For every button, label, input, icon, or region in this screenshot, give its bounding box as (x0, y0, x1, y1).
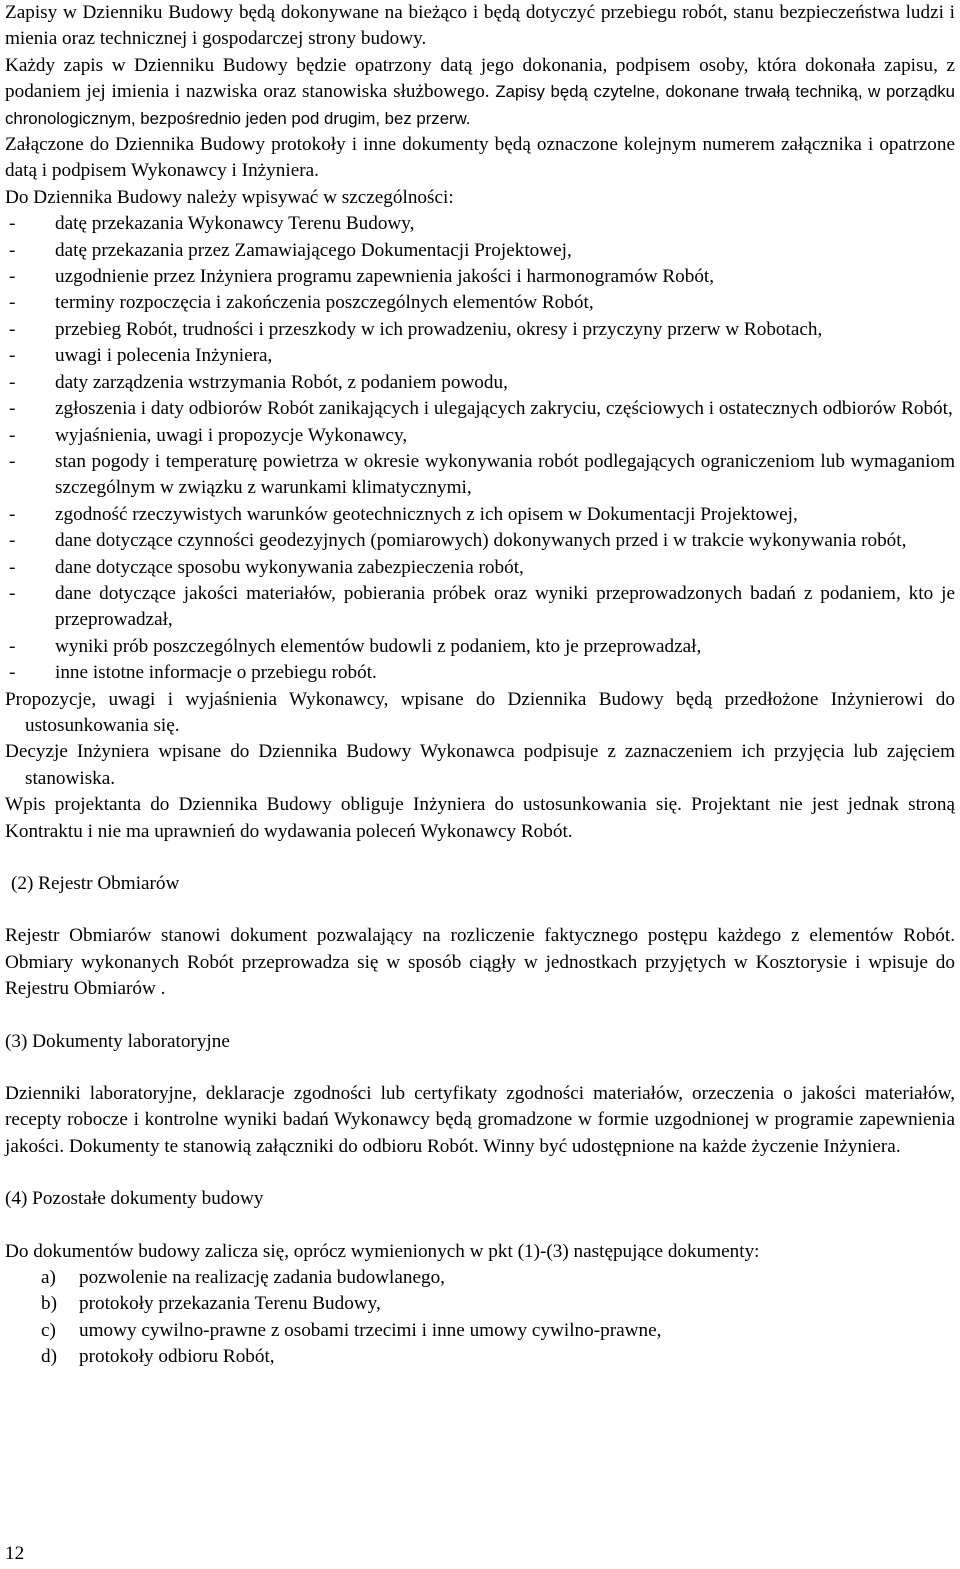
list-item-text: stan pogody i temperaturę powietrza w okresie wykonywania robót podlegających ograniczeniom lub wymaganiom szczególnym w związku z warunkami klimatycznymi, (55, 450, 955, 499)
list-item (5, 238, 955, 264)
list-item-text: pozwolenie na realizację zadania budowlanego, (79, 1267, 445, 1289)
list-item (5, 660, 955, 686)
list-item (5, 449, 955, 502)
other-documents-list (5, 1265, 955, 1371)
list-item (5, 317, 955, 343)
list-dash: - (9, 371, 16, 393)
list-dash: - (9, 318, 16, 340)
list-item-text: daty zarządzenia wstrzymania Robót, z podaniem powodu, (55, 371, 508, 393)
section-body-dokumenty-laboratoryjne: Dzienniki laboratoryjne, deklaracje zgodności lub certyfikaty zgodności materiałów, orzeczenia o jakości materiałów, recepty robocze i kontrolne wyniki badań Wykonawcy będą gromadzone w formie uzgodnionej w programie zapewnienia jakości. Dokumenty te stanowią załączniki do odbioru Robót. Winny być udostępnione na każde życzenie Inżyniera. (5, 1083, 955, 1157)
section-heading-dokumenty-laboratoryjne: (3) Dokumenty laboratoryjne (5, 1030, 230, 1052)
list-dash: - (9, 662, 16, 684)
list-item (5, 1318, 955, 1344)
list-item (5, 396, 955, 422)
intro-paragraph-2-serif: Każdy zapis w Dzienniku Budowy będzie opatrzony datą jego dokonania, podpisem osoby, która dokonała zapisu, z podaniem jej imienia i nazwiska oraz stanowiska służbowego. (5, 54, 955, 103)
section-heading-pozostale-dokumenty: (4) Pozostałe dokumenty budowy (5, 1188, 264, 1210)
section-heading-rejestr-obmiarow: (2) Rejestr Obmiarów (11, 873, 180, 894)
list-item (5, 555, 955, 581)
page-number: 12 (5, 1543, 25, 1564)
list-item-text: przebieg Robót, trudności i przeszkody w ich prowadzeniu, okresy i przyczyny przerw w Robotach, (55, 318, 823, 340)
list-dash: - (9, 398, 16, 420)
list-dash: - (9, 266, 16, 288)
intro-paragraph-2 (5, 53, 955, 132)
list-dash: - (9, 450, 16, 472)
list-item (5, 1344, 955, 1370)
list-dash: - (9, 556, 16, 578)
list-dash: - (9, 292, 16, 314)
list-dash: - (9, 582, 16, 604)
list-item (5, 211, 955, 237)
proposals-paragraph: Propozycje, uwagi i wyjaśnienia Wykonawcy, wpisane do Dziennika Budowy będą przedłożone Inżynierowi do ustosunkowania się. (5, 688, 955, 736)
section-intro-pozostale-dokumenty: Do dokumentów budowy zalicza się, oprócz wymienionych w pkt (1)-(3) następujące dokumenty: (5, 1240, 760, 1262)
list-dash: - (9, 213, 16, 235)
list-dash: - (9, 345, 16, 367)
list-item-text: protokoły przekazania Terenu Budowy, (79, 1293, 381, 1315)
list-item (5, 423, 955, 449)
list-item-text: uzgodnienie przez Inżyniera programu zapewnienia jakości i harmonogramów Robót, (55, 266, 715, 288)
diary-entries-list (5, 211, 955, 686)
list-item (5, 528, 955, 554)
list-dash: - (9, 503, 16, 525)
list-item-marker: a) (41, 1267, 56, 1289)
list-item-text: protokoły odbioru Robót, (79, 1346, 275, 1368)
list-item-text: wyjaśnienia, uwagi i propozycje Wykonawcy, (55, 424, 408, 446)
list-item-text: terminy rozpoczęcia i zakończenia poszczególnych elementów Robót, (55, 292, 594, 314)
list-item-text: inne istotne informacje o przebiegu robót. (55, 662, 377, 684)
list-item (5, 502, 955, 528)
list-item (5, 290, 955, 316)
intro-paragraph-4: Do Dziennika Budowy należy wpisywać w szczególności: (5, 186, 454, 208)
list-item (5, 370, 955, 396)
list-dash: - (9, 424, 16, 446)
list-item-text: zgłoszenia i daty odbiorów Robót zanikających i ulegających zakryciu, częściowych i ostatecznych odbiorów Robót, (55, 398, 953, 420)
list-item (5, 343, 955, 369)
intro-paragraph-3: Załączone do Dziennika Budowy protokoły i inne dokumenty będą oznaczone kolejnym numerem załącznika i opatrzone datą i podpisem Wykonawcy i Inżyniera. (5, 134, 955, 182)
decisions-paragraph: Decyzje Inżyniera wpisane do Dziennika Budowy Wykonawca podpisuje z zaznaczeniem ich przyjęcia lub zajęciem stanowiska. (5, 741, 955, 789)
list-item-text: datę przekazania Wykonawcy Terenu Budowy, (55, 213, 415, 235)
list-item-text: dane dotyczące czynności geodezyjnych (pomiarowych) dokonywanych przed i w trakcie wykonywania robót, (55, 530, 907, 552)
list-item-marker: b) (41, 1293, 57, 1315)
list-item-text: umowy cywilno-prawne z osobami trzecimi i inne umowy cywilno-prawne, (79, 1319, 662, 1341)
list-item-text: dane dotyczące jakości materiałów, pobierania próbek oraz wyniki przeprowadzonych badań z podaniem, kto je przeprowadzał, (55, 582, 955, 631)
list-item (5, 634, 955, 660)
list-dash: - (9, 530, 16, 552)
list-item-text: wyniki prób poszczególnych elementów budowli z podaniem, kto je przeprowadzał, (55, 635, 702, 657)
document-page (5, 0, 955, 1371)
list-dash: - (9, 635, 16, 657)
list-item (5, 1265, 955, 1291)
list-item-marker: d) (41, 1346, 57, 1368)
list-item-marker: c) (41, 1319, 56, 1341)
list-item-text: uwagi i polecenia Inżyniera, (55, 345, 273, 367)
list-item (5, 1291, 955, 1317)
list-item-text: zgodność rzeczywistych warunków geotechnicznych z ich opisem w Dokumentacji Projektowej, (55, 503, 798, 525)
list-item-text: dane dotyczące sposobu wykonywania zabezpieczenia robót, (55, 556, 524, 578)
section-body-rejestr-obmiarow: Rejestr Obmiarów stanowi dokument pozwalający na rozliczenie faktycznego postępu każdego z elementów Robót. Obmiary wykonanych Robót przeprowadza się w sposób ciągły w jednostkach przyjętych w Kosztorysie i wpisuje do Rejestru Obmiarów . (5, 925, 955, 1000)
intro-paragraph-1: Zapisy w Dzienniku Budowy będą dokonywane na bieżąco i będą dotyczyć przebiegu robót, stanu bezpieczeństwa ludzi i mienia oraz technicznej i gospodarczej strony budowy. (5, 2, 955, 50)
list-item-text: datę przekazania przez Zamawiającego Dokumentacji Projektowej, (55, 239, 572, 261)
list-dash: - (9, 239, 16, 261)
list-item (5, 264, 955, 290)
designer-entry-paragraph: Wpis projektanta do Dziennika Budowy obliguje Inżyniera do ustosunkowania się. Projektant nie jest jednak stroną Kontraktu i nie ma uprawnień do wydawania poleceń Wykonawcy Robót. (5, 794, 955, 842)
intro-paragraph-2-sans: Zapisy będą czytelne, dokonane trwałą techniką, w porządku chronologicznym, bezpośrednio jeden pod drugim, bez przerw. (5, 82, 956, 128)
list-item (5, 581, 955, 634)
